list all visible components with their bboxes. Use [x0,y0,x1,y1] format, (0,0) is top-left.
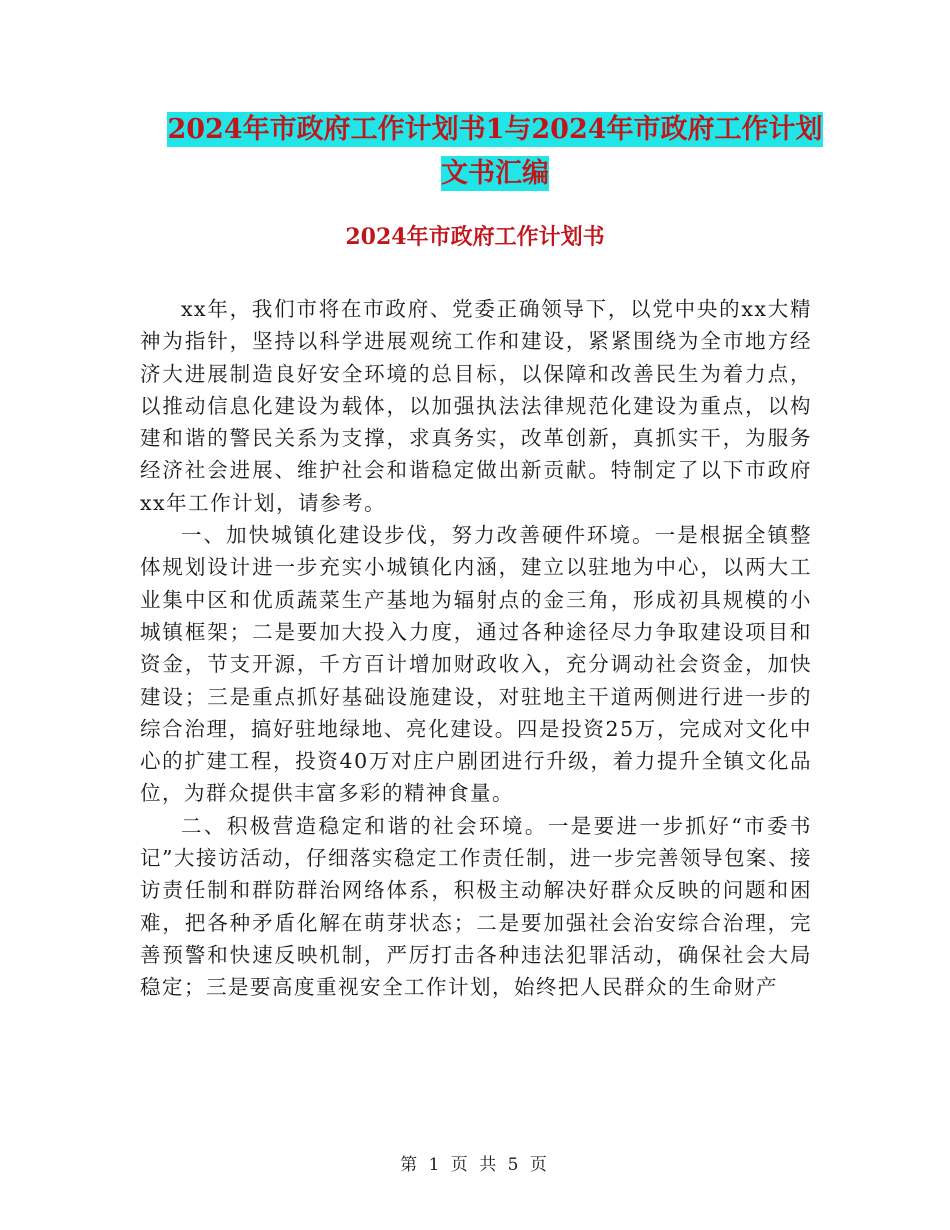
title-line-1: 2024年市政府工作计划书1与2024年市政府工作计划 [167,114,823,145]
document-title [140,108,850,196]
title-line-2: 文书汇编 [441,158,549,189]
document-body [140,293,812,1004]
section-title: 2024年市政府工作计划书 [345,224,605,250]
paragraph-section-2: 二、积极营造稳定和谐的社会环境。一是要进一步抓好“市委书记”大接访活动，仔细落实稳定工作责任制，进一步完善领导包案、接访责任制和群防群治网络体系，积极主动解决好群众反映的问题和困难，把各种矛盾化解在萌芽状态；二是要加强社会治安综合治理，完善预警和快速反映机制，严厉打击各种违法犯罪活动，确保社会大局稳定；三是要高度重视安全工作计划，始终把人民群众的生命财产 [140,813,812,1000]
page-footer: 第 1 页 共 5 页 [400,1155,550,1175]
paragraph-intro: xx年，我们市将在市政府、党委正确领导下，以党中央的xx大精神为指针，坚持以科学进展观统工作和建设，紧紧围绕为全市地方经济大进展制造良好安全环境的总目标，以保障和改善民生为着力点，以推动信息化建设为载体，以加强执法法律规范化建设为重点，以构建和谐的警民关系为支撑，求真务实，改革创新，真抓实干，为服务经济社会进展、维护社会和谐稳定做出新贡献。特制定了以下市政府xx年工作计划，请参考。 [140,297,812,515]
paragraph-section-1: 一、加快城镇化建设步伐，努力改善硬件环境。一是根据全镇整体规划设计进一步充实小城镇化内涵，建立以驻地为中心，以两大工业集中区和优质蔬菜生产基地为辐射点的金三角，形成初具规模的小城镇框架；二是要加大投入力度，通过各种途径尽力争取建设项目和资金，节支开源，千方百计增加财政收入，充分调动社会资金，加快建设；三是重点抓好基础设施建设，对驻地主干道两侧进行进一步的综合治理，搞好驻地绿地、亮化建设。四是投资25万，完成对文化中心的扩建工程，投资40万对庄户剧团进行升级，着力提升全镇文化品位，为群众提供丰富多彩的精神食量。 [140,523,812,806]
